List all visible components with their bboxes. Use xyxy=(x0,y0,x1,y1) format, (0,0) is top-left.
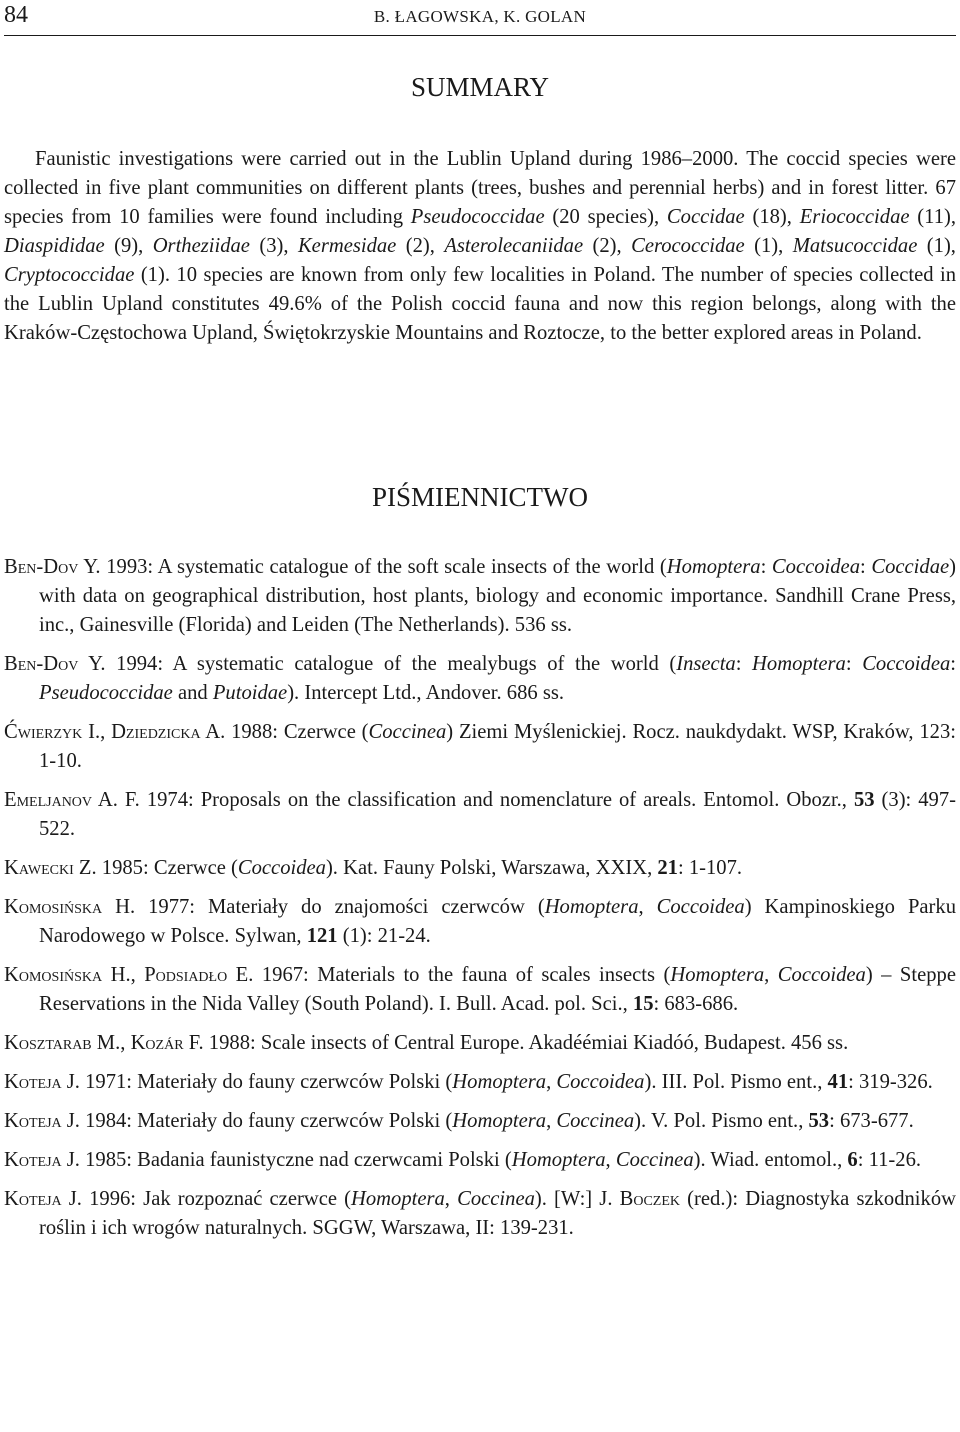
italic-text: Insecta xyxy=(676,653,736,675)
text-run: ). Wiad. entomol., xyxy=(693,1149,848,1171)
volume-number: 53 xyxy=(808,1110,830,1132)
reference-item xyxy=(4,1068,956,1097)
volume-number: 41 xyxy=(827,1071,849,1093)
text-run: (2), xyxy=(583,235,632,257)
italic-text: Coccinea xyxy=(556,1110,635,1132)
author-name: Koteja J. xyxy=(4,1188,82,1210)
italic-text: Homoptera xyxy=(511,1149,606,1171)
header-rule xyxy=(4,35,956,36)
italic-text: Coccoidea xyxy=(656,896,745,918)
author-name: Boczek xyxy=(619,1188,681,1210)
italic-text: Coccinea xyxy=(368,721,447,743)
italic-text: Matsucoccidae xyxy=(792,235,918,257)
summary-paragraph xyxy=(4,145,956,348)
italic-text: Diaspididae xyxy=(4,235,105,257)
italic-text: Putoidae xyxy=(212,682,288,704)
text-run: (3), xyxy=(249,235,298,257)
text-run: 1988: Scale insects of Central Europe. Akadéémiai Kiadóó, Budapest. 456 ss. xyxy=(203,1032,849,1054)
italic-text: Coccinea xyxy=(457,1188,535,1210)
text-run: (11), xyxy=(909,206,956,228)
volume-number: 6 xyxy=(847,1149,858,1171)
text-run: Faunistic investigations were carried out in the Lublin Upland during 1986–2000. The coccid species were collected in five plant communities on different plants (trees, bushes and perennial herbs) and in forest litter. 67 species from 10 families were found including xyxy=(4,148,956,228)
text-run: 1977: Materiały do znajomości czerwców ( xyxy=(135,896,545,918)
author-name: Koteja J. xyxy=(4,1149,80,1171)
italic-text: Homoptera xyxy=(752,653,846,675)
author-name: Komosińska H. xyxy=(4,964,131,986)
italic-text: Ortheziidae xyxy=(152,235,250,257)
reference-item xyxy=(4,961,956,1019)
italic-text: Coccidae xyxy=(871,556,950,578)
text-run: : 683-686. xyxy=(653,993,739,1015)
text-run: (18), xyxy=(744,206,800,228)
author-name: Ćwierzyk I. xyxy=(4,721,101,743)
text-run: 1984: Materiały do fauny czerwców Polski ( xyxy=(79,1110,453,1132)
text-run: , xyxy=(638,896,657,918)
volume-number: 21 xyxy=(657,857,678,879)
text-run: (red.): Diagnostyka szkodników roślin i ich wrogów naturalnych. SGGW, Warszawa, II: 139-231. xyxy=(39,1188,956,1239)
text-run: , xyxy=(546,1071,557,1093)
text-run: 1993: A systematic catalogue of the soft scale insects of the world ( xyxy=(100,556,667,578)
text-run: , xyxy=(120,1032,131,1054)
reference-item xyxy=(4,1146,956,1175)
italic-text: Eriococcidae xyxy=(799,206,910,228)
text-run: ). [W:] J. xyxy=(534,1188,620,1210)
reference-item xyxy=(4,893,956,951)
italic-text: Coccoidea xyxy=(237,857,326,879)
text-run: ). V. Pol. Pismo ent., xyxy=(634,1110,809,1132)
reference-item xyxy=(4,1185,956,1243)
reference-item xyxy=(4,650,956,708)
italic-text: Homoptera xyxy=(350,1188,445,1210)
italic-text: Asterolecaniidae xyxy=(444,235,584,257)
text-run: 1985: Badania faunistyczne nad czerwcami Polski ( xyxy=(79,1149,512,1171)
text-run: (1), xyxy=(917,235,956,257)
italic-text: Coccinea xyxy=(615,1149,694,1171)
text-run: (2), xyxy=(396,235,445,257)
text-run: and xyxy=(172,682,213,704)
italic-text: Homoptera xyxy=(452,1071,547,1093)
author-name: Kawecki Z. xyxy=(4,857,97,879)
text-run: ) – Steppe Reservations in the Nida Valley (South Poland). I. Bull. Acad. pol. Sci., xyxy=(39,964,956,1015)
text-run: (1), xyxy=(744,235,793,257)
text-run: , xyxy=(444,1188,458,1210)
text-run: , xyxy=(764,964,778,986)
text-run: 1971: Materiały do fauny czerwców Polski ( xyxy=(79,1071,453,1093)
text-run: : 319-326. xyxy=(848,1071,933,1093)
volume-number: 121 xyxy=(306,925,338,947)
italic-text: Homoptera xyxy=(670,964,765,986)
italic-text: Cerococcidae xyxy=(631,235,745,257)
text-run: 1974: Proposals on the classification and nomenclature of areals. Entomol. Obozr., xyxy=(139,789,854,811)
text-run: (1): 21-24. xyxy=(337,925,431,947)
text-run: : xyxy=(860,556,872,578)
text-run: 1985: Czerwce ( xyxy=(96,857,238,879)
italic-text: Kermesidae xyxy=(297,235,397,257)
text-run: , xyxy=(546,1110,557,1132)
text-run: : 673-677. xyxy=(829,1110,914,1132)
author-name: Koteja J. xyxy=(4,1110,80,1132)
italic-text: Coccoidea xyxy=(777,964,866,986)
references-title: PIŚMIENNICTWO xyxy=(372,482,588,512)
text-run: ) Kampinoskiego Parku Narodowego w Polsce. Sylwan, xyxy=(39,896,956,947)
author-name: Komosińska H. xyxy=(4,896,136,918)
text-run: : xyxy=(760,556,772,578)
text-run: ) Ziemi Myślenickiej. Rocz. naukdydakt. WSP, Kraków, 123: 1-10. xyxy=(39,721,956,772)
text-run: : 1-107. xyxy=(677,857,743,879)
italic-text: Coccidae xyxy=(666,206,745,228)
text-run: 1967: Materials to the fauna of scales insects ( xyxy=(253,964,671,986)
author-name: Emeljanov A. F. xyxy=(4,789,140,811)
reference-item xyxy=(4,718,956,776)
volume-number: 15 xyxy=(632,993,654,1015)
text-run: , xyxy=(605,1149,616,1171)
italic-text: Coccoidea xyxy=(771,556,860,578)
text-run: (1). 10 species are known from only few localities in Poland. The number of species collected in the Lublin Upland constitutes 49.6% of the Polish coccid fauna and now this region belongs, along with the Kraków-Częstochowa Upland, Świętokrzyskie Mountains and Roztocze, to the better explored areas in Poland. xyxy=(4,264,956,344)
author-name: Kozár F. xyxy=(130,1032,204,1054)
italic-text: Homoptera xyxy=(452,1110,547,1132)
text-run: : xyxy=(950,653,956,675)
author-name: Koteja J. xyxy=(4,1071,80,1093)
text-run: (20 species), xyxy=(544,206,667,228)
italic-text: Coccoidea xyxy=(862,653,951,675)
author-name: Ben-Dov Y. xyxy=(4,653,106,675)
italic-text: Coccoidea xyxy=(556,1071,645,1093)
reference-item xyxy=(4,854,956,883)
running-head: B. ŁAGOWSKA, K. GOLAN xyxy=(373,7,587,26)
reference-item xyxy=(4,1107,956,1136)
text-run: 1988: Czerwce ( xyxy=(225,721,369,743)
text-run: : xyxy=(845,653,863,675)
text-run: ). Intercept Ltd., Andover. 686 ss. xyxy=(287,682,565,704)
text-run: , xyxy=(100,721,112,743)
reference-item xyxy=(4,1029,956,1058)
text-run: : xyxy=(735,653,753,675)
italic-text: Pseudococcidae xyxy=(410,206,545,228)
page-number: 84 xyxy=(4,2,28,28)
author-name: Ben-Dov Y. xyxy=(4,556,101,578)
reference-item xyxy=(4,553,956,640)
italic-text: Homoptera xyxy=(666,556,761,578)
volume-number: 53 xyxy=(853,789,875,811)
text-run: 1996: Jak rozpoznać czerwce ( xyxy=(81,1188,351,1210)
text-run: : 11-26. xyxy=(857,1149,922,1171)
author-name: Dziedzicka A. xyxy=(111,721,226,743)
italic-text: Homoptera xyxy=(544,896,639,918)
text-run: ) with data on geographical distribution, host plants, biology and economic importance. Sandhill Crane Press, inc., Gainesville (Florida) and Leiden (The Netherlands). 536 ss. xyxy=(39,556,956,636)
summary-title: SUMMARY xyxy=(410,72,550,102)
text-run: (3): 497-522. xyxy=(39,789,957,840)
author-name: Podsiadło E. xyxy=(144,964,254,986)
text-run: 1994: A systematic catalogue of the mealybugs of the world ( xyxy=(105,653,677,675)
reference-item xyxy=(4,786,956,844)
text-run: ). Kat. Fauny Polski, Warszawa, XXIX, xyxy=(325,857,658,879)
italic-text: Pseudococcidae xyxy=(39,682,173,704)
text-run: , xyxy=(130,964,145,986)
references-list xyxy=(4,553,956,1253)
page-header xyxy=(4,0,956,36)
text-run: ). III. Pol. Pismo ent., xyxy=(644,1071,828,1093)
author-name: Kosztarab M. xyxy=(4,1032,121,1054)
italic-text: Cryptococcidae xyxy=(4,264,135,286)
text-run: (9), xyxy=(104,235,153,257)
